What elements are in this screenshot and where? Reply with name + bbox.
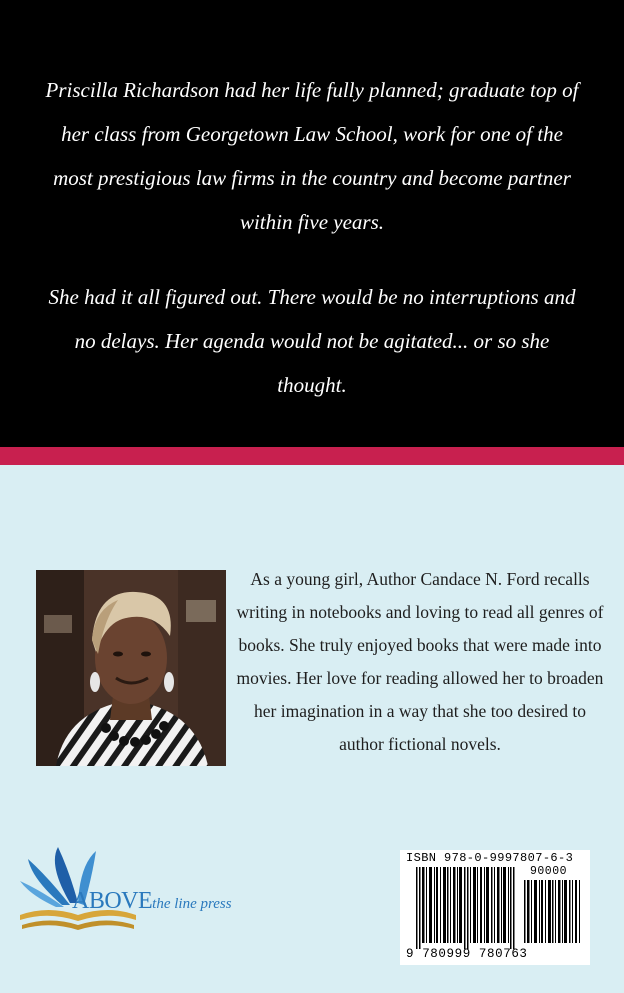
barcode-digits: 9 780999 780763 bbox=[406, 947, 528, 961]
accent-stripe bbox=[0, 447, 624, 465]
blurb-paragraph-1: Priscilla Richardson had her life fully planned; graduate top of her class from Georgetown Law School, work for one of the most prestigious law firms in the country and become partner within five years. bbox=[45, 78, 579, 234]
publisher-name-tail: the line press bbox=[152, 896, 232, 912]
barcode-addon-digits: 90000 bbox=[530, 865, 568, 878]
author-bio: As a young girl, Author Candace N. Ford recalls writing in notebooks and loving to read all genres of books. She truly enjoyed books that were made into movies. Her love for reading allowed her to broaden her imagination in a way that she too desired to author fictional novels. bbox=[236, 569, 604, 754]
blurb-paragraph-2: She had it all figured out. There would be no interruptions and no delays. Her agenda would not be agitated... or so she thought. bbox=[48, 285, 576, 397]
author-photo bbox=[36, 570, 226, 766]
blurb-panel bbox=[0, 0, 624, 447]
barcode bbox=[400, 850, 590, 965]
publisher-name-main: ABOVE bbox=[72, 888, 153, 914]
publisher-name bbox=[72, 888, 232, 915]
isbn-label: ISBN 978-0-9997807-6-3 bbox=[406, 851, 574, 865]
